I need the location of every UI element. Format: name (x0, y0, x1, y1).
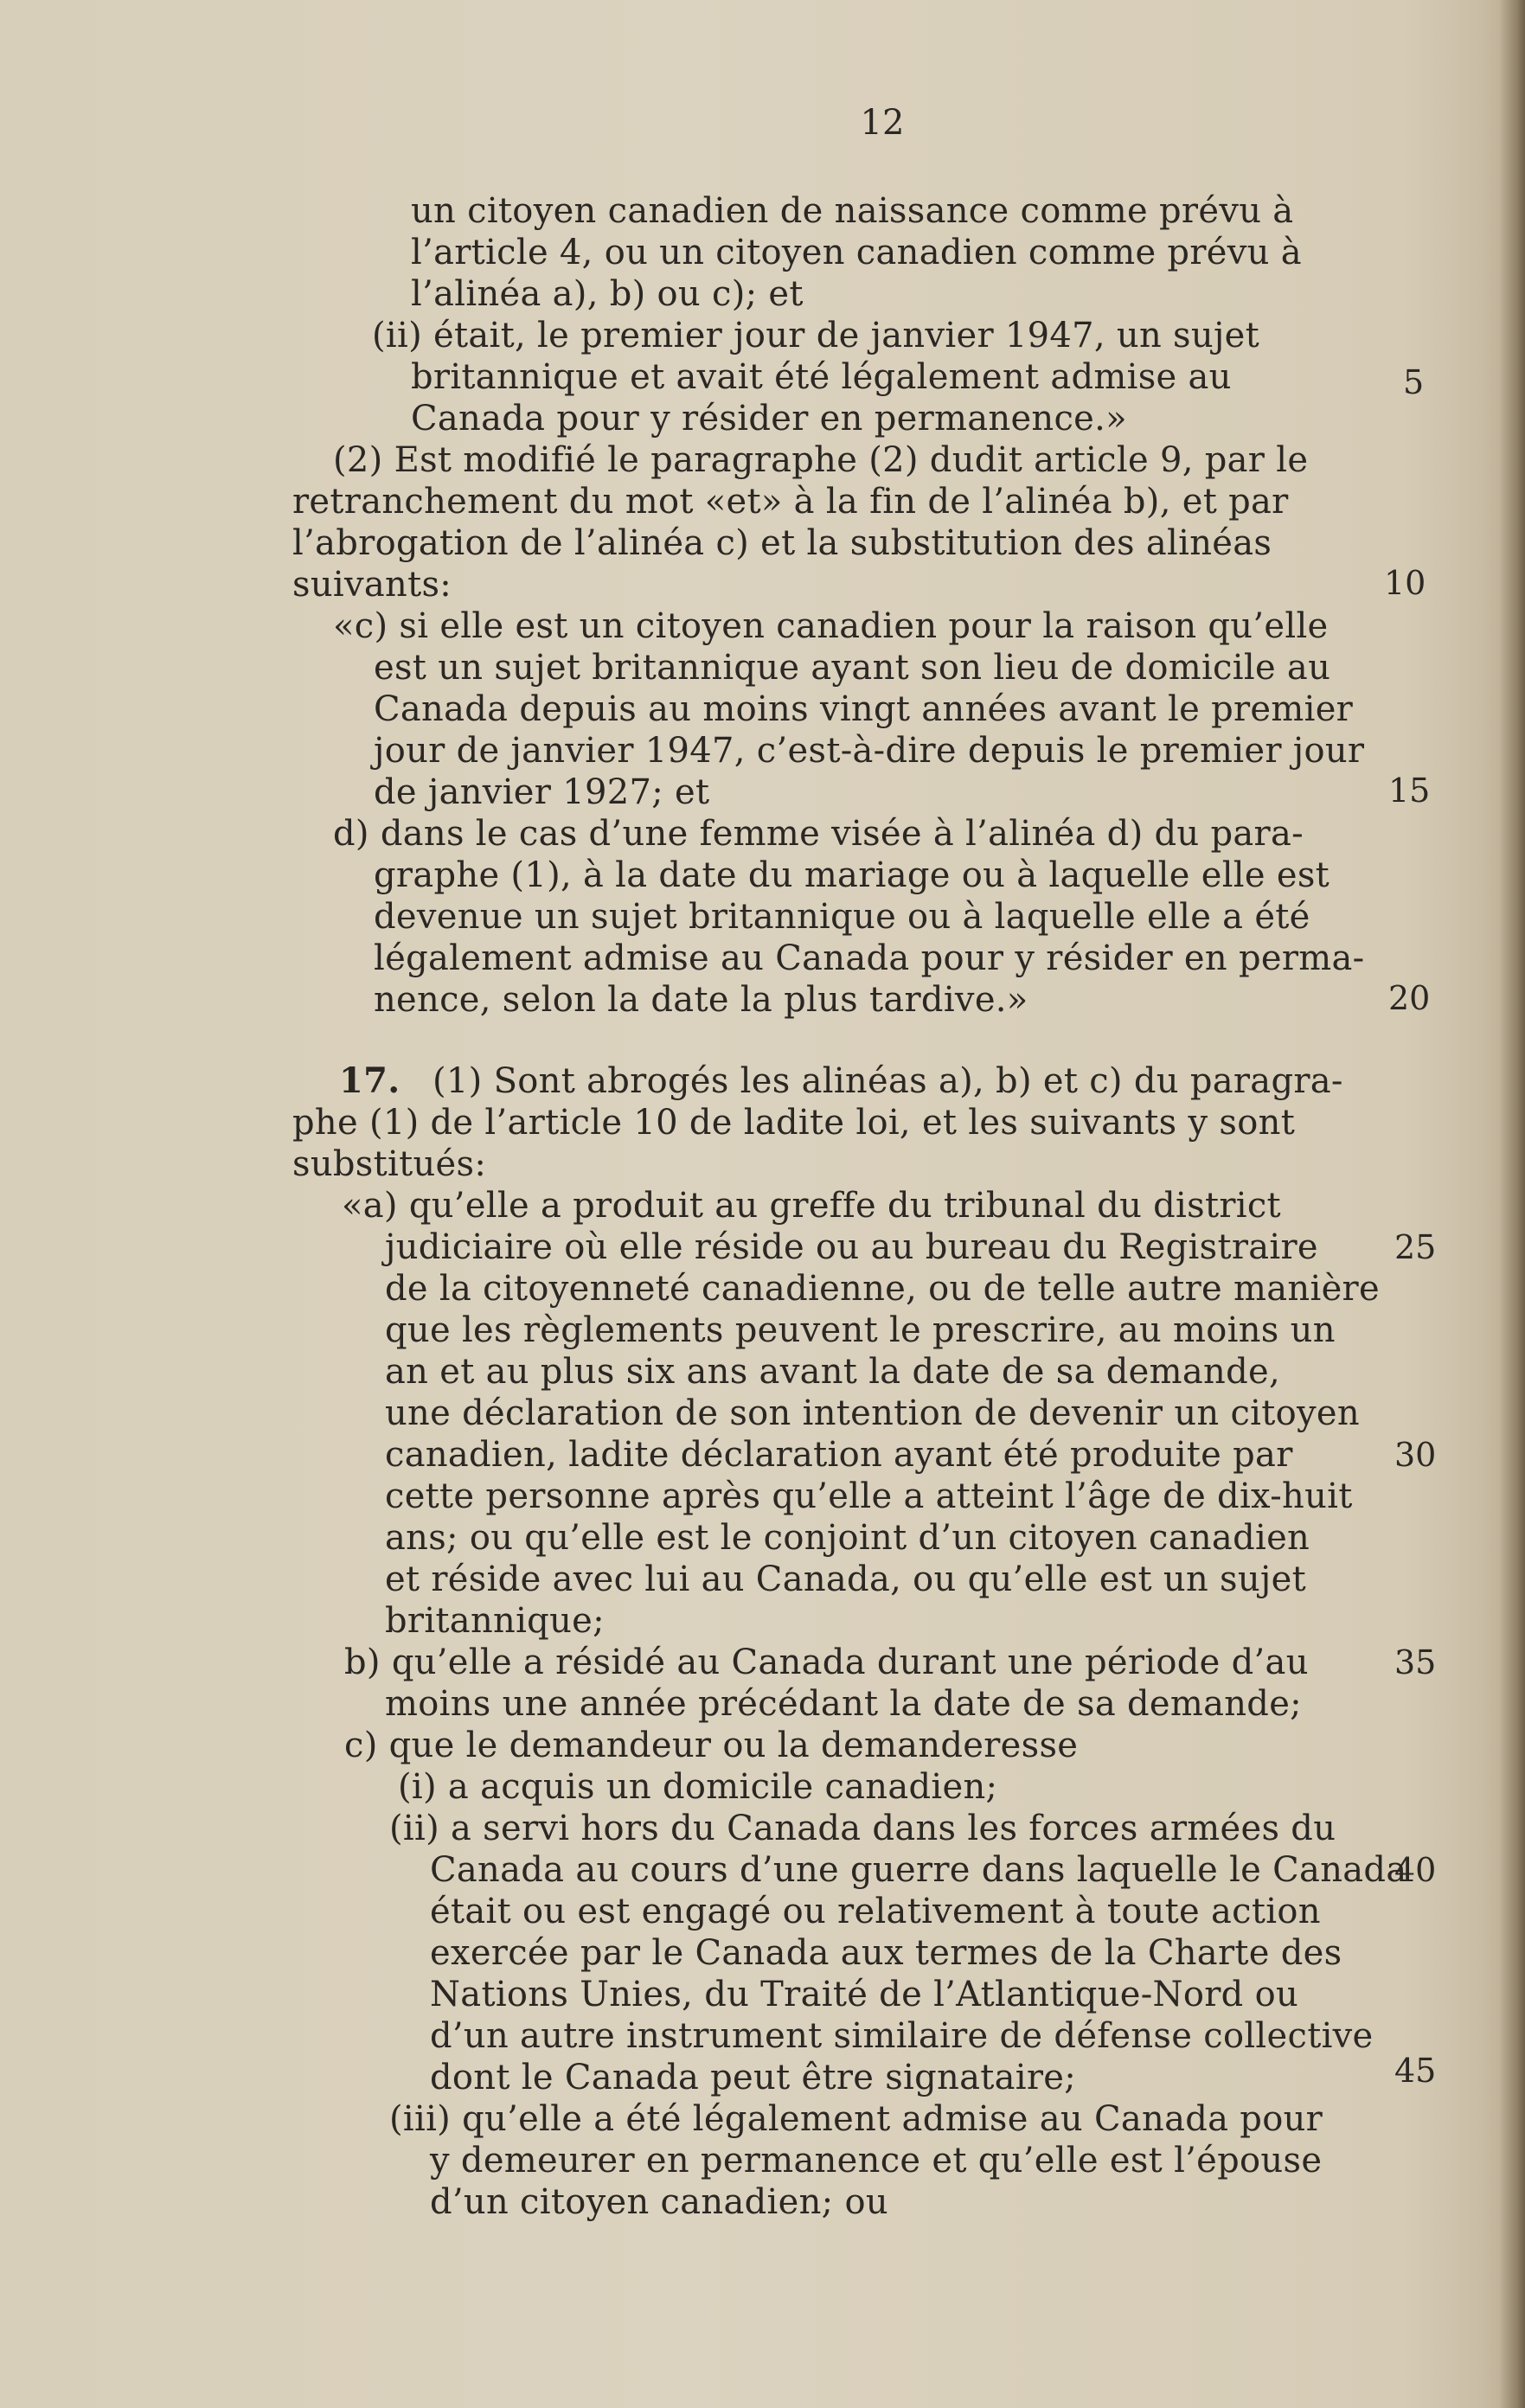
margin-line-number: 25 (1394, 1228, 1437, 1266)
text-line: britannique et avait été légalement admise au (411, 357, 1232, 397)
margin-line-number: 15 (1388, 772, 1431, 810)
text-line: ans; ou qu’elle est le conjoint d’un citoyen canadien (385, 1518, 1310, 1558)
text-line: l’alinéa a), b) ou c); et (411, 274, 804, 314)
text-line: l’abrogation de l’alinéa c) et la substitution des alinéas (292, 523, 1272, 563)
margin-line-number: 20 (1388, 979, 1431, 1017)
margin-line-number: 10 (1384, 564, 1426, 602)
text-line: (ii) a servi hors du Canada dans les forces armées du (389, 1809, 1336, 1848)
page-number: 12 (860, 103, 905, 143)
margin-line-number: 30 (1394, 1436, 1437, 1474)
text-line: jour de janvier 1947, c’est-à-dire depuis le premier jour (374, 731, 1365, 771)
text-line: cette personne après qu’elle a atteint l’âge de dix-huit (385, 1476, 1353, 1516)
text-line: exercée par le Canada aux termes de la Charte des (430, 1933, 1342, 1973)
text-line: c) que le demandeur ou la demanderesse (344, 1726, 1079, 1765)
text-line: suivants: (292, 565, 452, 605)
text-line: dont le Canada peut être signataire; (430, 2058, 1077, 2097)
page-edge-shadow (1499, 0, 1525, 2408)
text-line: et réside avec lui au Canada, ou qu’elle est un sujet (385, 1559, 1306, 1599)
text-line: canadien, ladite déclaration ayant été produite par (385, 1435, 1293, 1475)
text-line: que les règlements peuvent le prescrire, au moins un (385, 1310, 1336, 1350)
text-line: substitués: (292, 1144, 487, 1184)
text-line: britannique; (385, 1601, 605, 1641)
text-line: (i) a acquis un domicile canadien; (398, 1767, 998, 1807)
text-line: (iii) qu’elle a été légalement admise au Canada pour (389, 2099, 1323, 2139)
margin-line-number: 35 (1394, 1643, 1437, 1681)
margin-line-number: 5 (1403, 363, 1425, 401)
text-line: de la citoyenneté canadienne, ou de telle autre manière (385, 1269, 1380, 1309)
text-line: retranchement du mot «et» à la fin de l’alinéa b), et par (292, 482, 1289, 522)
text-line: une déclaration de son intention de devenir un citoyen (385, 1393, 1360, 1433)
text-line: était ou est engagé ou relativement à toute action (430, 1892, 1321, 1931)
section-number: 17. (339, 1060, 400, 1101)
text-line: de janvier 1927; et (374, 772, 710, 812)
text-line: l’article 4, ou un citoyen canadien comme prévu à (411, 233, 1302, 272)
text-line: est un sujet britannique ayant son lieu de domicile au (374, 648, 1331, 688)
text-line: Canada depuis au moins vingt années avant le premier (374, 689, 1354, 729)
text-line: «a) qu’elle a produit au greffe du tribunal du district (342, 1186, 1281, 1226)
text-line: Nations Unies, du Traité de l’Atlantique-Nord ou (430, 1975, 1299, 2014)
text-line: (1) Sont abrogés les alinéas a), b) et c) du paragra- (433, 1061, 1343, 1101)
text-line: Canada au cours d’une guerre dans laquelle le Canada (430, 1850, 1407, 1890)
text-line: d) dans le cas d’une femme visée à l’alinéa d) du para- (333, 814, 1304, 854)
text-line: nence, selon la date la plus tardive.» (374, 980, 1028, 1020)
margin-line-number: 40 (1394, 1851, 1437, 1889)
text-line: phe (1) de l’article 10 de ladite loi, et les suivants y sont (292, 1103, 1296, 1143)
text-line: devenue un sujet britannique ou à laquelle elle a été (374, 897, 1310, 937)
text-line: (2) Est modifié le paragraphe (2) dudit article 9, par le (333, 440, 1309, 480)
text-line: Canada pour y résider en permanence.» (411, 399, 1127, 439)
text-line: un citoyen canadien de naissance comme prévu à (411, 191, 1294, 231)
text-line: b) qu’elle a résidé au Canada durant une période d’au (344, 1643, 1309, 1682)
text-line: moins une année précédant la date de sa demande; (385, 1684, 1302, 1724)
margin-line-number: 45 (1394, 2052, 1437, 2090)
text-line: «c) si elle est un citoyen canadien pour la raison qu’elle (333, 606, 1329, 646)
text-line: d’un citoyen canadien; ou (430, 2182, 888, 2222)
text-line: graphe (1), à la date du mariage ou à laquelle elle est (374, 855, 1330, 895)
text-line: légalement admise au Canada pour y résider en perma- (374, 938, 1365, 978)
text-line: y demeurer en permanence et qu’elle est l’épouse (430, 2141, 1323, 2181)
text-line: an et au plus six ans avant la date de sa demande, (385, 1352, 1280, 1392)
text-line: d’un autre instrument similaire de défense collective (430, 2016, 1374, 2056)
text-line: judiciaire où elle réside ou au bureau du Registraire (385, 1227, 1318, 1267)
text-line: (ii) était, le premier jour de janvier 1947, un sujet (372, 316, 1259, 355)
